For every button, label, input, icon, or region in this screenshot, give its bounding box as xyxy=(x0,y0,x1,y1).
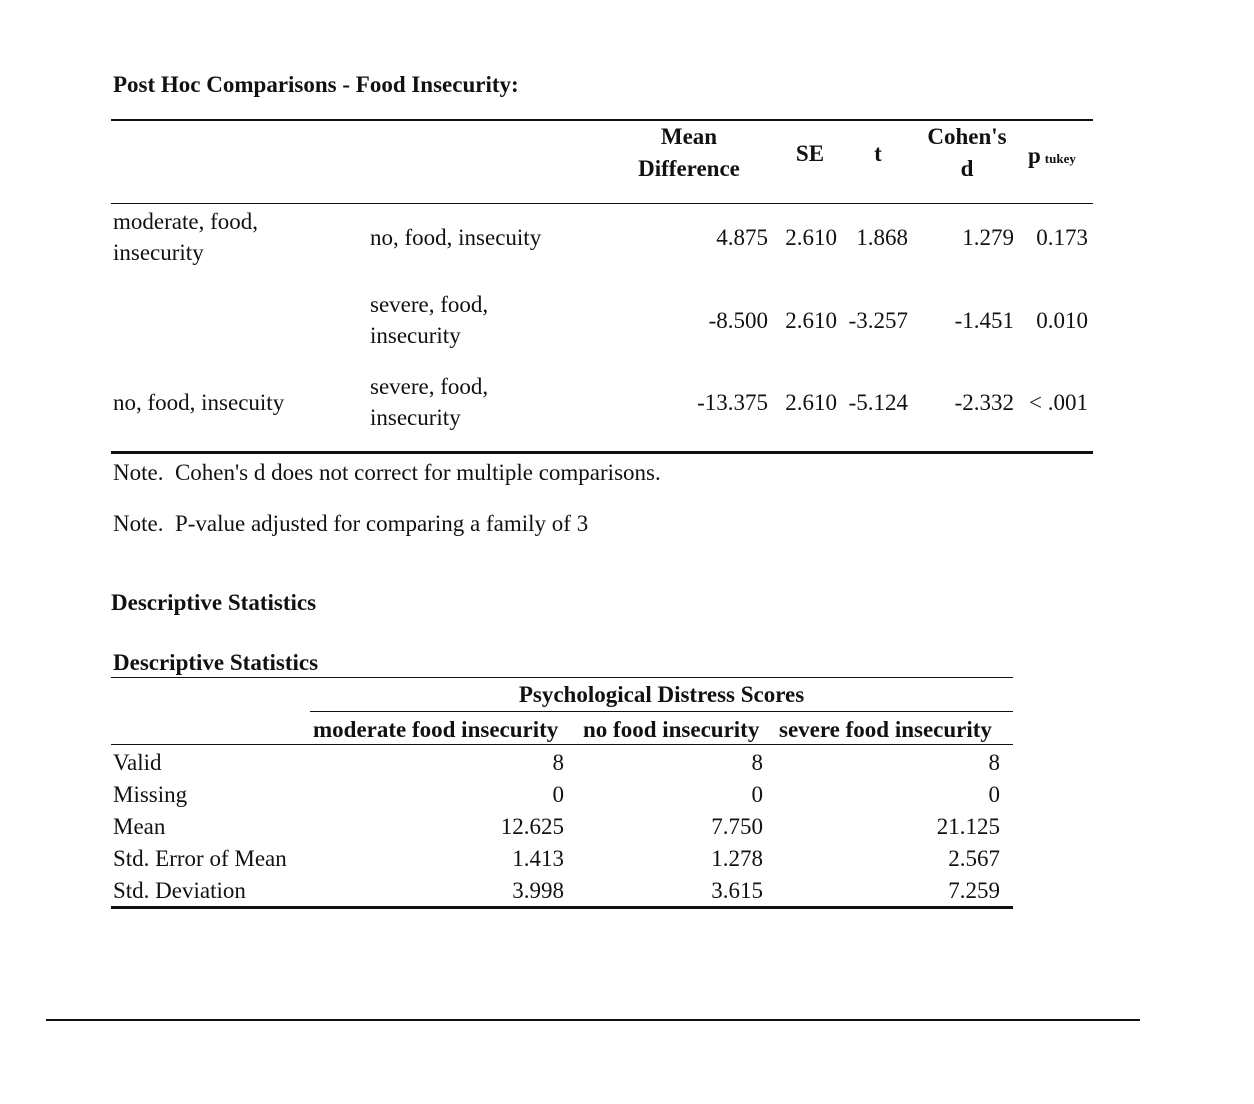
row1-se: 2.610 xyxy=(785,225,837,250)
row1-t: 1.868 xyxy=(856,225,908,250)
desc-sem-severe: 2.567 xyxy=(948,846,1000,871)
page-footer-rule xyxy=(46,1019,1140,1021)
row1-d: 1.279 xyxy=(962,225,1014,250)
desc-valid-no: 8 xyxy=(751,750,763,775)
header-mean-diff-1: Mean xyxy=(660,124,718,149)
desc-missing-severe: 0 xyxy=(988,782,1000,807)
desc-sd-no: 3.615 xyxy=(711,878,763,903)
row3-d: -2.332 xyxy=(954,390,1014,415)
desc-row-label-sem: Std. Error of Mean xyxy=(113,846,287,871)
desc-mean-no: 7.750 xyxy=(711,814,763,839)
descriptives-section-heading: Descriptive Statistics xyxy=(111,590,317,615)
row3-group1: no, food, insecuity xyxy=(113,390,285,415)
row2-t: -3.257 xyxy=(848,308,908,333)
posthoc-note-2: Note. P-value adjusted for comparing a family of 3 xyxy=(113,511,589,536)
desc-valid-severe: 8 xyxy=(988,750,1000,775)
posthoc-top-rule xyxy=(111,119,1093,121)
row2-group2-line1: severe, food, xyxy=(370,292,489,317)
descriptives-top-rule xyxy=(111,677,1013,678)
desc-mean-severe: 21.125 xyxy=(936,814,1000,839)
descriptives-variable: Psychological Distress Scores xyxy=(518,682,805,707)
desc-row-label-sd: Std. Deviation xyxy=(113,878,246,903)
desc-row-label-missing: Missing xyxy=(113,782,188,807)
row2-mean-diff: -8.500 xyxy=(708,308,768,333)
header-cohen-2: d xyxy=(960,156,974,181)
desc-sem-no: 1.278 xyxy=(711,846,763,871)
posthoc-note-1: Note. Cohen's d does not correct for multiple comparisons. xyxy=(113,460,661,485)
header-p-main: p xyxy=(1028,143,1041,168)
row3-t: -5.124 xyxy=(848,390,908,415)
desc-sd-severe: 7.259 xyxy=(948,878,1000,903)
row3-group2-line1: severe, food, xyxy=(370,374,489,399)
posthoc-bottom-rule xyxy=(111,451,1093,454)
desc-missing-moderate: 0 xyxy=(552,782,564,807)
row1-group1-line1: moderate, food, xyxy=(113,209,258,234)
row3-group2-line2: insecurity xyxy=(370,405,461,430)
header-se: SE xyxy=(795,141,825,166)
row2-group2-line2: insecurity xyxy=(370,323,461,348)
desc-sd-moderate: 3.998 xyxy=(512,878,564,903)
header-p-sub: tukey xyxy=(1044,151,1076,166)
descriptives-table-title: Descriptive Statistics xyxy=(113,650,319,675)
header-mean-diff-2: Difference xyxy=(638,156,740,181)
row2-d: -1.451 xyxy=(954,308,1014,333)
desc-row-label-valid: Valid xyxy=(113,750,162,775)
header-t: t xyxy=(874,141,882,166)
descriptives-header-rule xyxy=(111,744,1013,745)
row3-p: < .001 xyxy=(1029,390,1088,415)
col-header-severe: severe food insecurity xyxy=(779,717,992,742)
desc-missing-no: 0 xyxy=(751,782,763,807)
row1-mean-diff: 4.875 xyxy=(716,225,768,250)
row1-p: 0.173 xyxy=(1036,225,1088,250)
row3-mean-diff: -13.375 xyxy=(697,390,768,415)
col-header-moderate: moderate food insecurity xyxy=(313,717,559,742)
desc-mean-moderate: 12.625 xyxy=(500,814,564,839)
row2-se: 2.610 xyxy=(785,308,837,333)
col-header-no: no food insecurity xyxy=(583,717,760,742)
header-p xyxy=(1028,143,1076,169)
desc-row-label-mean: Mean xyxy=(113,814,166,839)
row1-group2: no, food, insecuity xyxy=(370,225,542,250)
row1-group1-line2: insecurity xyxy=(113,240,204,265)
row3-se: 2.610 xyxy=(785,390,837,415)
descriptives-bottom-rule xyxy=(111,906,1013,909)
desc-sem-moderate: 1.413 xyxy=(512,846,564,871)
descriptives-variable-rule xyxy=(310,711,1013,712)
header-cohen-1: Cohen's xyxy=(927,124,1007,149)
posthoc-title: Post Hoc Comparisons - Food Insecurity: xyxy=(113,72,519,97)
posthoc-header-rule xyxy=(111,203,1093,204)
desc-valid-moderate: 8 xyxy=(552,750,564,775)
row2-p: 0.010 xyxy=(1036,308,1088,333)
